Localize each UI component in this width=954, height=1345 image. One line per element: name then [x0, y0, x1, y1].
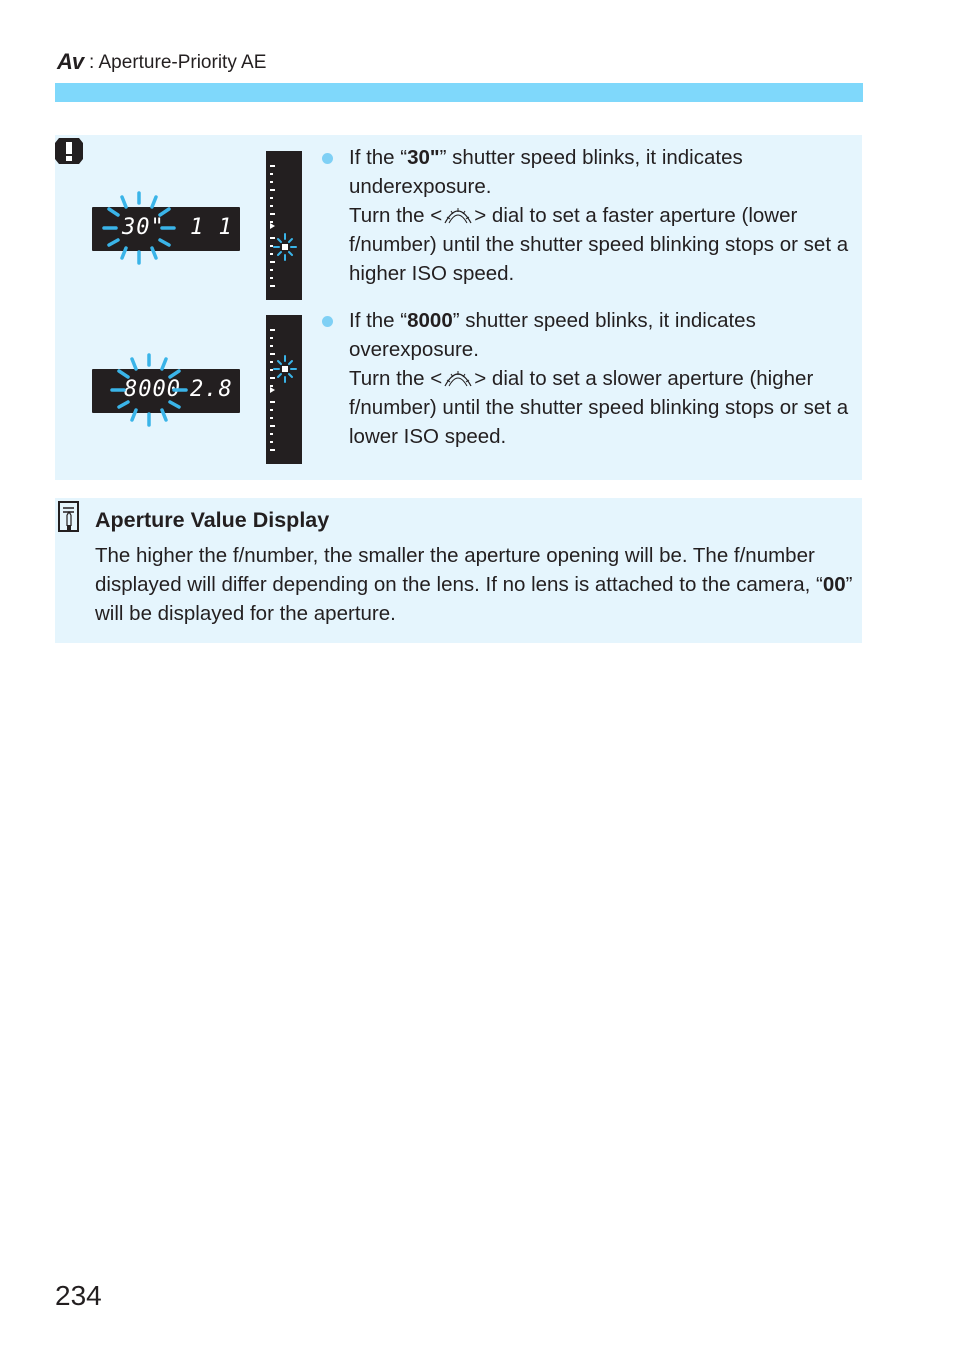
item-text-post: ” shutter speed blinks, it indicates overexposure. [349, 309, 756, 361]
shutter-value: 8000 [407, 309, 453, 332]
instruction-post: > dial to set a faster aperture (lower f/number) until the shutter speed blinking stops or set a higher ISO speed. [349, 204, 849, 285]
blink-rays-icon [102, 347, 197, 432]
note-heading: Aperture Value Display [95, 508, 330, 532]
note-aperture-value: 00 [822, 573, 846, 596]
bullet-marker [322, 153, 333, 164]
lcd-aperture-value: 1 1 [190, 215, 233, 240]
item-text-pre: If the “ [349, 309, 408, 332]
item-text-post: ” shutter speed blinks, it indicates underexposure. [349, 146, 743, 198]
lcd-aperture-value: 2.8 [190, 377, 233, 402]
blink-rays-icon [92, 185, 187, 270]
note-body [95, 541, 855, 628]
note-body-post: ” will be displayed for the aperture. [95, 573, 853, 625]
exposure-meter-overexposure [266, 315, 302, 464]
exposure-meter-underexposure [266, 151, 302, 300]
section-title: : Aperture-Priority AE [89, 52, 267, 73]
item-text-pre: If the “ [349, 146, 408, 169]
page-number: 234 [55, 1280, 102, 1311]
instruction-pre: Turn the < [349, 367, 443, 390]
instruction-pre: Turn the < [349, 204, 443, 227]
note-body-pre: The higher the f/number, the smaller the aperture opening will be. The f/number displayed will differ depending on the lens. If no lens is attached to the camera, “ [95, 544, 823, 596]
caution-item-overexposure [349, 306, 849, 451]
caution-icon [54, 137, 84, 165]
shooting-mode-symbol: Av [57, 49, 84, 74]
bullet-marker [322, 316, 333, 327]
lcd-shutter-value: 8000 [124, 377, 181, 402]
main-dial-icon [442, 366, 474, 388]
shutter-value: 30" [407, 146, 440, 169]
caution-item-underexposure [349, 143, 849, 288]
memo-icon [57, 501, 81, 533]
header-accent-bar [55, 83, 863, 102]
main-dial-icon [442, 203, 474, 225]
instruction-post: > dial to set a slower aperture (higher f/number) until the shutter speed blinking stops or set a lower ISO speed. [349, 367, 849, 448]
lcd-shutter-value: 30" [122, 215, 165, 240]
